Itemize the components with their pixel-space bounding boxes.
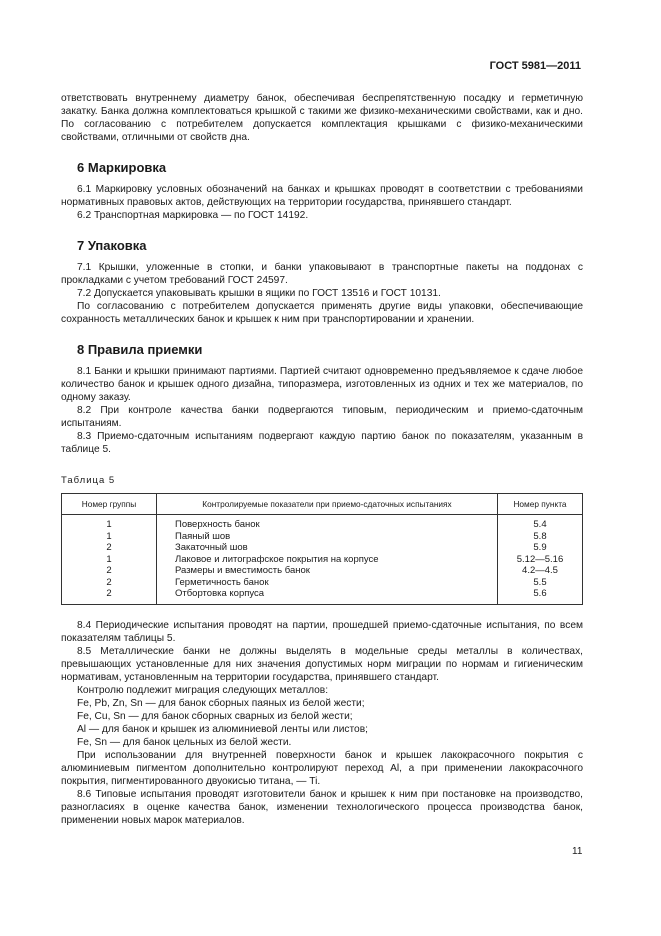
paragraph-7-1: 7.1 Крышки, уложенные в стопки, и банки упаковывают в транспортные пакеты на поддонах с прокладками с учетом требований ГОСТ 24597. (61, 262, 583, 286)
cell-clause: 5.4 (498, 515, 583, 531)
table-row (62, 588, 583, 604)
metals-item: Fe, Sn — для банок цельных из белой жести. (77, 736, 292, 748)
document-body (61, 92, 583, 827)
page-number: 11 (572, 846, 583, 857)
cell-indicator: Поверхность банок (157, 515, 498, 531)
cell-group: 1 (62, 554, 157, 566)
paragraph-8-1: 8.1 Банки и крышки принимают партиями. Партией считают одновременно предъявляемое к сдаче любое количество банок и крышек одного дизайна, типоразмера, изготовленных из одних и тех же материалов, по одному заказу. (61, 366, 583, 403)
cell-group: 2 (62, 588, 157, 604)
table-header-group: Номер группы (62, 494, 157, 515)
cell-group: 2 (62, 542, 157, 554)
cell-indicator: Закаточный шов (157, 542, 498, 554)
table-header-indicators: Контролируемые показатели при приемо-сдаточных испытаниях (157, 494, 498, 515)
table-row (62, 577, 583, 589)
cell-group: 1 (62, 515, 157, 531)
cell-clause: 5.5 (498, 577, 583, 589)
table-5 (61, 493, 583, 605)
metals-item: Fe, Pb, Zn, Sn — для банок сборных паяных из белой жести; (77, 697, 365, 709)
paragraph-6-1: 6.1 Маркировку условных обозначений на банках и крышках проводят в соответствии с требованиями нормативных правовых актов, действующих на территории государства, принявшего стандарт. (61, 184, 583, 208)
table-header-clause: Номер пункта (498, 494, 583, 515)
cell-clause: 5.8 (498, 531, 583, 543)
paragraph-8-5: 8.5 Металлические банки не должны выделять в модельные среды металлы в количествах, превышающих установленные для них значения допустимых норм миграции по нормам и гигиеническим нормативам, установленным на территории государства, принявшего стандарт. (61, 645, 583, 683)
cell-group: 2 (62, 577, 157, 589)
paragraph-8-6: 8.6 Типовые испытания проводят изготовители банок и крышек к ним при постановке на производство, разногласиях в оценке качества банок, изменении технологического процесса производства банок, применении новых марок материалов. (61, 788, 583, 826)
metals-intro: Контролю подлежит миграция следующих металлов: (77, 684, 329, 696)
table-row (62, 531, 583, 543)
table-row (62, 515, 583, 531)
cell-clause: 4.2—4.5 (498, 565, 583, 577)
cell-indicator: Отбортовка корпуса (157, 588, 498, 604)
cell-clause: 5.9 (498, 542, 583, 554)
paragraph-6-2: 6.2 Транспортная маркировка — по ГОСТ 14192. (77, 210, 309, 221)
cell-clause: 5.12—5.16 (498, 554, 583, 566)
section-6-title: 6 Маркировка (77, 160, 167, 175)
metals-item: Fe, Cu, Sn — для банок сборных сварных из белой жести; (77, 710, 353, 722)
table-row (62, 565, 583, 577)
paragraph-7-3: По согласованию с потребителем допускается применять другие виды упаковки, обеспечивающие сохранность металлических банок и крышек к ним при транспортировании и хранении. (61, 301, 583, 325)
post-table-text (61, 619, 583, 827)
intro-paragraph: ответствовать внутреннему диаметру банок, обеспечивая беспрепятственную посадку и герметичную закатку. Банка должна комплектоваться крышкой с такими же физико-механическими свойствами, как и дно. По согласованию с потребителем допускается комплектация крышками с физико-механическими свойствами, отличными от свойств дна. (61, 93, 583, 143)
cell-indicator: Размеры и вместимость банок (157, 565, 498, 577)
table-row (62, 542, 583, 554)
cell-indicator: Паяный шов (157, 531, 498, 543)
paragraph-8-4: 8.4 Периодические испытания проводят на партии, прошедшей приемо-сдаточные испытания, по всем показателям таблицы 5. (61, 619, 583, 644)
section-8-title: 8 Правила приемки (77, 342, 203, 357)
coating-paragraph: При использовании для внутренней поверхности банок и крышек лакокрасочного покрытия с алюминиевым пигментом дополнительно контролируют переход Al, а при применении лакокрасочного покрытия, пигментированного двуокисью титана, — Ti. (61, 749, 583, 787)
paragraph-8-3: 8.3 Приемо-сдаточным испытаниям подвергают каждую партию банок по показателям, указанным в таблице 5. (61, 431, 583, 455)
cell-indicator: Лаковое и литографское покрытия на корпусе (157, 554, 498, 566)
cell-group: 1 (62, 531, 157, 543)
paragraph-7-2: 7.2 Допускается упаковывать крышки в ящики по ГОСТ 13516 и ГОСТ 10131. (77, 288, 441, 299)
table-row (62, 554, 583, 566)
paragraph-8-2: 8.2 При контроле качества банки подвергаются типовым, периодическим и приемо-сдаточным испытаниям. (61, 405, 583, 429)
table-caption: Таблица 5 (61, 475, 116, 486)
cell-indicator: Герметичность банок (157, 577, 498, 589)
metals-item: Al — для банок и крышек из алюминиевой ленты или листов; (77, 723, 368, 735)
section-7-title: 7 Упаковка (77, 238, 147, 253)
table-header-row (62, 494, 583, 515)
document-header: ГОСТ 5981—2011 (489, 60, 581, 72)
cell-clause: 5.6 (498, 588, 583, 604)
cell-group: 2 (62, 565, 157, 577)
